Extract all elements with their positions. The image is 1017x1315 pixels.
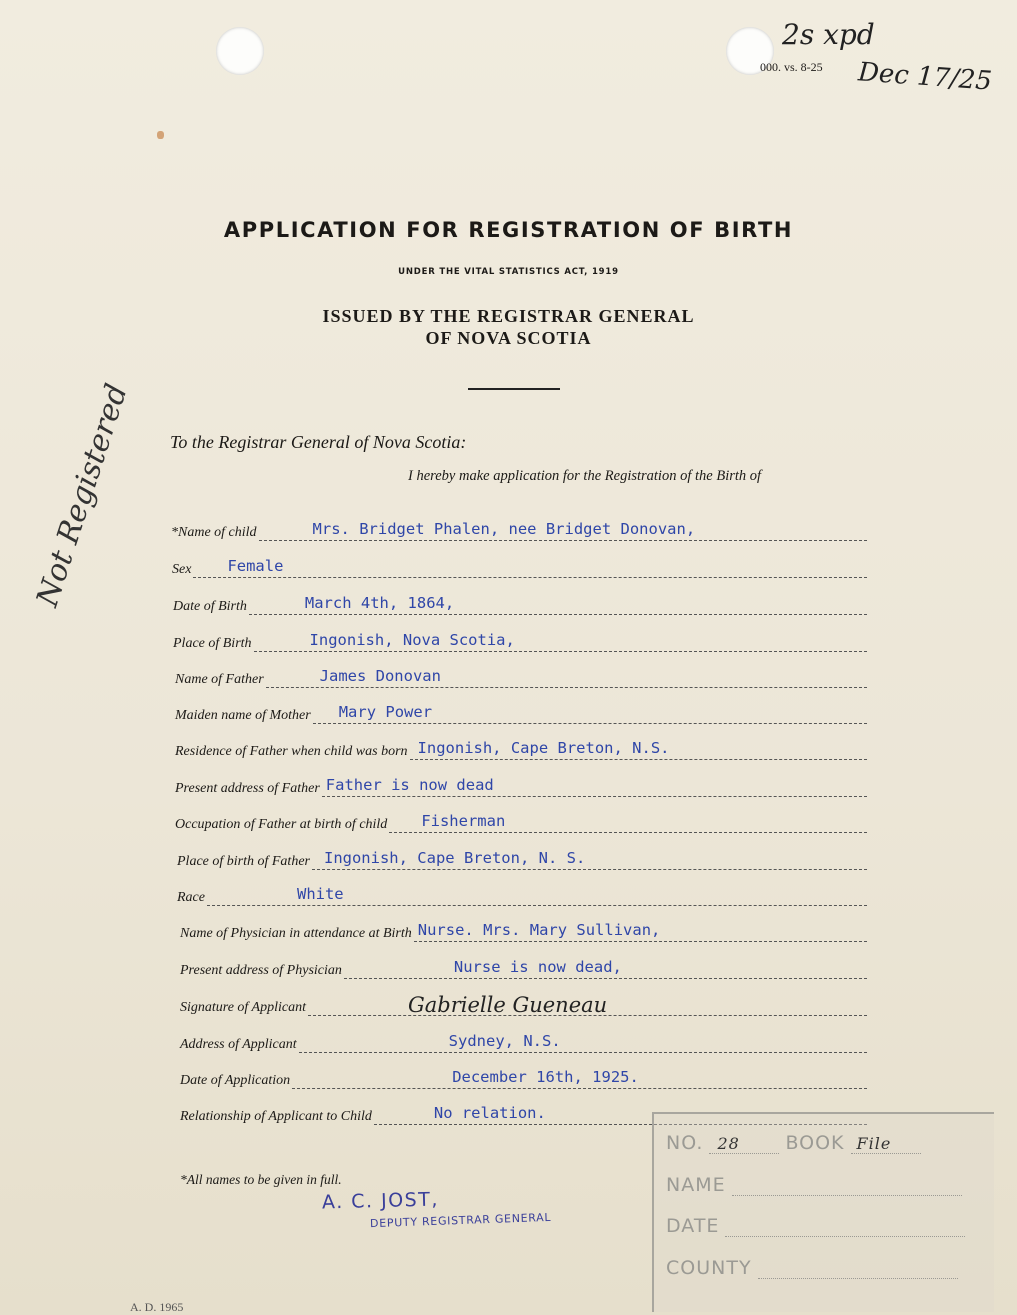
field-label: Date of Birth	[173, 599, 247, 614]
field-label: Name of Physician in attendance at Birth	[180, 926, 412, 941]
field-value: Mary Power	[338, 703, 433, 721]
field-value: Mrs. Bridget Phalen, nee Bridget Donovan,	[312, 520, 696, 538]
field-value: December 16th, 1925.	[452, 1068, 639, 1086]
field-label: Name of Father	[175, 672, 264, 687]
intro-text: I hereby make application for the Registration of the Birth of	[408, 468, 762, 484]
field-row	[171, 521, 867, 541]
bottom-form-code: A. D. 1965	[130, 1300, 184, 1314]
field-row	[180, 1069, 867, 1089]
field-line	[389, 814, 867, 833]
field-label: *Name of child	[171, 525, 257, 540]
field-row	[177, 850, 867, 870]
side-annotation: Not Registered	[30, 379, 135, 611]
field-label: Address of Applicant	[180, 1037, 297, 1052]
registry-name-field	[732, 1179, 962, 1196]
field-row	[175, 777, 867, 797]
field-line	[249, 596, 867, 615]
issuer-line-1: ISSUED BY THE REGISTRAR GENERAL	[322, 306, 695, 326]
registry-no-label: NO.	[666, 1132, 704, 1154]
registry-name-label: NAME	[666, 1174, 726, 1196]
field-value: Fisherman	[421, 812, 506, 830]
field-row	[180, 922, 867, 942]
field-value: Father is now dead	[325, 776, 494, 794]
field-line	[313, 705, 867, 724]
registry-no-field	[709, 1134, 779, 1154]
field-value: Ingonish, Cape Breton, N. S.	[323, 849, 586, 867]
registry-name-line	[666, 1174, 962, 1196]
issuer-line-2: OF NOVA SCOTIA	[425, 328, 592, 348]
registry-date-label: DATE	[666, 1215, 720, 1237]
registry-county-label: COUNTY	[666, 1257, 752, 1279]
field-line	[344, 960, 867, 979]
registry-date-field	[725, 1220, 965, 1237]
field-value: Female	[227, 557, 284, 575]
divider	[468, 388, 560, 390]
field-label: Race	[177, 890, 205, 905]
stamp-name: A. C. JOST,	[321, 1188, 440, 1214]
stamp-title: DEPUTY REGISTRAR GENERAL	[369, 1210, 552, 1231]
footnote: *All names to be given in full.	[180, 1172, 342, 1187]
field-line	[299, 1034, 867, 1053]
field-line	[193, 559, 867, 578]
field-line	[266, 669, 867, 688]
addressee: To the Registrar General of Nova Scotia:	[170, 432, 467, 452]
issuer	[0, 305, 1017, 349]
registry-book-value: File	[856, 1134, 892, 1153]
field-row	[173, 595, 867, 615]
ink-stain	[157, 131, 164, 139]
field-value: James Donovan	[319, 667, 441, 685]
handwritten-note-top: 2s xpd	[782, 18, 875, 51]
field-line	[292, 1070, 867, 1089]
registry-no-line	[666, 1132, 921, 1154]
punch-hole-left	[216, 27, 264, 75]
registry-book-field	[851, 1134, 921, 1154]
field-value: Sydney, N.S.	[448, 1032, 561, 1050]
form-code: 000. vs. 8-25	[760, 60, 823, 74]
field-label: Maiden name of Mother	[175, 708, 311, 723]
field-row	[180, 959, 867, 979]
field-line	[322, 778, 867, 797]
field-label: Date of Application	[180, 1073, 291, 1088]
applicant-signature: Gabrielle Gueneau	[408, 993, 608, 1017]
field-row	[173, 632, 867, 652]
field-label: Present address of Father	[175, 781, 320, 796]
field-label: Residence of Father when child was born	[175, 744, 408, 759]
field-value: White	[296, 885, 344, 903]
field-value: Nurse is now dead,	[453, 958, 622, 976]
field-row	[175, 704, 867, 724]
field-line	[254, 633, 867, 652]
field-label: Place of Birth	[173, 636, 252, 651]
field-label: Occupation of Father at birth of child	[175, 817, 388, 832]
registry-county-field	[758, 1262, 958, 1279]
field-label: Relationship of Applicant to Child	[180, 1109, 372, 1124]
field-line	[207, 887, 867, 906]
registry-no-value: 28	[717, 1134, 740, 1153]
field-label: Present address of Physician	[180, 963, 342, 978]
field-row	[175, 813, 867, 833]
field-value: Nurse. Mrs. Mary Sullivan,	[417, 921, 661, 939]
field-line	[414, 923, 867, 942]
field-value: No relation.	[433, 1104, 546, 1122]
handwritten-date-top: Dec 17/25	[857, 57, 993, 97]
field-line	[308, 993, 867, 1017]
field-line	[259, 522, 867, 541]
registry-book-label: BOOK	[785, 1132, 845, 1154]
form-subtitle: UNDER THE VITAL STATISTICS ACT, 1919	[398, 267, 619, 277]
field-line	[312, 851, 867, 870]
field-row	[177, 886, 867, 906]
form-title: APPLICATION FOR REGISTRATION OF BIRTH	[223, 218, 794, 242]
field-value: March 4th, 1864,	[304, 594, 455, 612]
field-row	[172, 558, 867, 578]
registry-date-line	[666, 1215, 965, 1237]
field-line	[410, 741, 867, 760]
field-row	[180, 993, 867, 1017]
field-row	[175, 740, 867, 760]
field-label: Sex	[172, 562, 192, 577]
field-label: Signature of Applicant	[180, 1000, 306, 1015]
field-value: Ingonish, Nova Scotia,	[309, 631, 515, 649]
registry-county-line	[666, 1257, 958, 1279]
field-row	[175, 668, 867, 688]
field-row	[180, 1033, 867, 1053]
field-label: Place of birth of Father	[177, 854, 310, 869]
field-value: Ingonish, Cape Breton, N.S.	[417, 739, 670, 757]
